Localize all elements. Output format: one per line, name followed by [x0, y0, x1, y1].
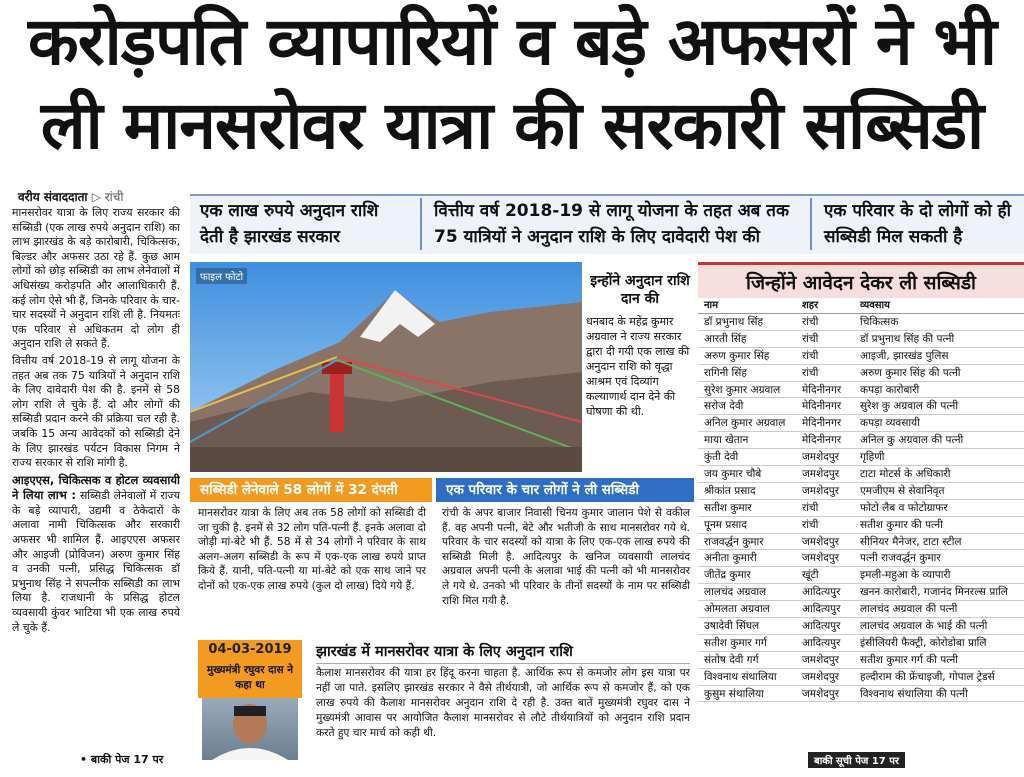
cm-portrait [202, 698, 298, 760]
cell-city: मेदिनीनगर [802, 400, 842, 413]
cell-city: जमशेदपुर [802, 468, 840, 481]
table-body [698, 314, 1024, 702]
cell-occupation: इंसीलियरी फैक्ट्री, कोरोडोबा प्रालि [860, 636, 987, 649]
cell-name: आरती सिंह [704, 332, 747, 345]
cell-occupation: आइजी, झारखंड पुलिस [860, 349, 949, 362]
left-para-2: वित्तीय वर्ष 2018-19 से लागू योजना के तहत अब तक 75 यात्रियों ने अनुदान राशि के लिए दावेदारी पेश की है. इनमें से 58 लोग राशि ले चुके हैं. दो और लोगों की सब्सिडी प्रदान करने की प्रक्रिया चल रही है. जबकि 15 अन्य आवेदकों को सब्सिडी देने के लिए झारखंड पर्यटन विकास निगम ने राज्य सरकार से राशि मांगी है. [12, 353, 180, 470]
table-row [698, 331, 1024, 348]
cell-occupation: सुरेश कु अग्रवाल की पत्नी [860, 400, 959, 413]
table-row [698, 432, 1024, 449]
cell-occupation: सीनियर मैनेजर, टाटा स्टील [860, 535, 962, 548]
cell-city: जमशेदपुर [802, 687, 840, 700]
cell-name: अनिल कुमार अग्रवाल [704, 417, 786, 430]
table-row [698, 618, 1024, 635]
cell-occupation: हल्दीराम की फ्रेंचाइजी, गोपाल ट्रेडर्स [860, 670, 995, 683]
table-row [698, 398, 1024, 415]
header-occupation: व्यवसाय [860, 300, 890, 311]
cell-name: जय कुमार चौबे [704, 468, 762, 481]
cell-city: रांची [802, 501, 819, 514]
cell-name: पूनम प्रसाद [704, 518, 747, 531]
cm-text: कैलाश मानसरोवर की यात्रा हर हिंदू करना चाहता है. आर्थिक रूप से कमजोर लोग इस यात्रा पर नहीं जा पाते. इसलिए झारखंड सरकार ने वैसे तीर्थयात्री, जो आर्थिक रूप से कमजोर हैं, को एक लाख रुपये की कैलाश मानसरोवर अनुदान राशि दे रही है. उक्त बातें मुख्यमंत्री रघुवर दास ने मुख्यमंत्री आवास पर आयोजित कैलाश मानसरोवर से लौटे तीर्थयात्रियों को अनुदान राशि प्रदान करते हुए चार मार्च को कही थी. [316, 667, 690, 739]
table-row [698, 550, 1024, 567]
table-row [698, 584, 1024, 601]
header-city: शहर [802, 300, 819, 311]
cm-title: झारखंड में मानसरोवर यात्रा के लिए अनुदान राशि [316, 640, 690, 664]
cell-occupation: विश्वनाथ संथालिया की पत्नी [860, 687, 968, 700]
highlight-2: वित्तीय वर्ष 2018-19 से लागू योजना के तहत अब तक 75 यात्रियों ने अनुदान राशि के लिए दावेदारी पेश की [434, 201, 790, 247]
table-row [698, 500, 1024, 517]
mountain-image [190, 262, 582, 472]
cell-occupation: सतीश कुमार गर्ग की पत्नी [860, 653, 958, 666]
highlight-1: एक लाख रुपये अनुदान राशि देती है झारखंड सरकार [200, 201, 379, 247]
byline-separator: ▷ [91, 190, 105, 204]
table-title: जिन्होंने आवेदन देकर ली सब्सिडी [698, 262, 1024, 298]
table-header [698, 298, 1024, 314]
table-row [698, 635, 1024, 652]
cell-occupation: डॉ प्रभुनाथ सिंह की पत्नी [860, 332, 955, 345]
byline-place: रांची [104, 190, 124, 204]
cell-occupation: चिकित्सक [860, 316, 899, 328]
table-row [698, 348, 1024, 365]
cell-city: आदित्यपुर [802, 603, 841, 616]
cell-occupation: लालचंद अग्रवाल के भाई की पत्नी [860, 620, 988, 633]
cell-name: अरुण कुमार सिंह [704, 349, 770, 362]
table-row [698, 601, 1024, 618]
table-row [698, 517, 1024, 534]
cell-city: जमशेदपुर [802, 552, 840, 565]
section2-text: रांची के अपर बाजार निवासी चिनय कुमार जालान पेशे से वकील हैं. वह अपनी पत्नी, बेटे और भतीजी के साथ मानसरोवर गये थे. परिवार के चार सदस्यों को यात्रा के लिए एक-एक लाख रुपये की सब्सिडी मिली है. आदित्यपुर के खनिज व्यवसायी लालचंद अग्रवाल अपनी पत्नी के अलावा भाई की पत्नी को भी मानसरोवर ले गये थे. उनको भी परिवार के तीनों सदस्यों के नाम पर सब्सिडी राशि मिल गयी है. [442, 507, 690, 607]
headline [0, 0, 1024, 180]
cell-occupation: कपड़ा कारोबारी [860, 383, 920, 396]
cell-name: श्रीकांत प्रसाद [704, 484, 756, 497]
cell-name: सुरेश कुमार अग्रवाल [704, 383, 781, 396]
table-continued[interactable]: बाकी सूची पेज 17 पर [808, 752, 905, 768]
table-row [698, 483, 1024, 500]
cell-city: खूंटी [802, 569, 819, 582]
highlight-3: एक परिवार के दो लोगों को ही सब्सिडी मिल सकती है [824, 201, 1012, 247]
cell-city: रांची [802, 332, 819, 345]
section1-text: मानसरोवर यात्रा के लिए अब तक 58 लोगों को सब्सिडी दी जा चुकी है. इनमें से 32 लोग पति-पत्नी हैं. इनके अलावा दो जोड़ी मां-बेटे भी हैं. 58 में से 34 लोगों ने परिवार के साथ अलग-अलग सब्सिडी के रूप में एक-एक लाख रुपये प्राप्त किये हैं. यानी, पति-पत्नी या मां-बेटे को एक साथ जाने पर दोनों को एक-एक लाख रुपये (कुल दो लाख) दिये गये हैं. [198, 507, 426, 592]
left-column [12, 206, 180, 754]
cell-city: आदित्यपुर [802, 636, 841, 649]
cell-occupation: कपड़ा व्यवसायी [860, 417, 920, 430]
table-row [698, 466, 1024, 483]
cell-occupation: गृहिणी [860, 451, 885, 464]
cell-city: आदित्यपुर [802, 586, 841, 599]
cell-city: जमशेदपुर [802, 451, 840, 464]
cell-city: मेदिनीनगर [802, 417, 842, 430]
table-row [698, 415, 1024, 432]
cell-occupation: टाटा मोटर्स के अधिकारी [860, 468, 951, 481]
cell-name: रागिनी सिंह [704, 366, 747, 379]
cell-name: सतीश कुमार [704, 501, 752, 514]
cm-date: 04-03-2019 [198, 640, 302, 660]
photo-label: फाइल फोटो [196, 268, 247, 284]
continued-text: बाकी पेज 17 पर [90, 753, 164, 766]
cell-city: जमशेदपुर [802, 653, 840, 666]
cell-occupation: अरुण कुमार सिंह की पत्नी [860, 366, 961, 379]
section2-title: एक परिवार के चार लोगों ने ली सब्सिडी [436, 478, 694, 502]
donor-text: धनबाद के महेंद्र कुमार अग्रवाल ने राज्य सरकार द्वारा दी गयी एक लाख की अनुदान राशि को वृद्धा आश्रम एवं दिव्यांग कल्याणार्थ दान देने की घोषणा की थी. [586, 315, 690, 418]
left-para-1: मानसरोवर यात्रा के लिए राज्य सरकार की सब्सिडी (एक लाख रुपये अनुदान राशि) का लाभ झारखंड के बड़े कारोबारी, चिकित्सक, बिल्डर और अफसर उठा रहे हैं. कुछ आम लोगों को छोड़ सब्सिडी का लाभ लेनेवालों में अधिसंख्य करोड़पति और आलाधिकारी हैं. कई लोग ऐसे भी हैं, जिनके परिवार के चार-चार सदस्यों ने अनुदान राशि ली है. नियमतः एक परिवार से अधिकतम दो लोग ही अनुदान राशि ले सकते हैं. [12, 206, 180, 351]
donor-box [586, 272, 694, 419]
cell-occupation: फोटो लैब व फोटोग्राफर [860, 501, 948, 514]
cell-name: सतीश कुमार गर्ग [704, 636, 767, 649]
left-subhead: आइएएस, चिकित्सक व होटल व्यवसायी ने लिया लाभ : [12, 472, 180, 503]
table-row [698, 567, 1024, 584]
headline-line2: ली मानसरोवर यात्रा की सरकारी सब्सिडी [40, 87, 984, 164]
cell-city: मेदिनीनगर [802, 434, 842, 447]
cell-city: रांची [802, 518, 819, 531]
cell-city: रांची [802, 316, 819, 328]
cell-name: डॉ प्रभुनाथ सिंह [704, 316, 764, 328]
cell-city: मेदिनीनगर [802, 383, 842, 396]
cell-name: अनीता कुमारी [704, 552, 757, 565]
donor-title: इन्होंने अनुदान राशि दान की [590, 273, 690, 307]
cm-label: मुख्यमंत्री रघुवर दास ने कहा था [198, 660, 302, 698]
byline-author: वरीय संवाददाता [18, 190, 88, 204]
headline-line1: करोड़पति व्यापारियों व बड़े अफसरों ने भी [28, 3, 996, 80]
table-row [698, 686, 1024, 703]
cell-occupation: खनन कारोबारी, गजानंद मिनरल्स प्रालि [860, 586, 1008, 599]
cell-city: रांची [802, 366, 819, 379]
cell-city: जमशेदपुर [802, 670, 840, 683]
continued-note[interactable]: • बाकी पेज 17 पर [80, 753, 164, 766]
kailash-photo [190, 262, 582, 472]
table-row [698, 652, 1024, 669]
byline [18, 188, 124, 205]
cell-name: माया खेतान [704, 434, 749, 447]
cell-name: कुंती देवी [704, 451, 739, 464]
left-subsection [12, 473, 180, 636]
cell-city: रांची [802, 349, 819, 362]
table-row [698, 534, 1024, 551]
cell-name: लालचंद अग्रवाल [704, 586, 767, 599]
cell-occupation: अनिल कु अग्रवाल की पत्नी [860, 434, 964, 447]
cell-city: आदित्यपुर [802, 620, 841, 633]
highlight-divider [420, 198, 422, 250]
cell-name: संतोष देवी गर्ग [704, 653, 759, 666]
cell-name: सरोज देवी [704, 400, 744, 413]
table-row [698, 449, 1024, 466]
cell-name: उषादेवी सिंघल [704, 620, 760, 633]
cell-name: ओमलता अग्रवाल [704, 603, 770, 616]
table-row [698, 669, 1024, 686]
cell-city: जमशेदपुर [802, 535, 840, 548]
cell-occupation: लालचंद अग्रवाल की पत्नी [860, 603, 958, 616]
table-row [698, 382, 1024, 399]
highlight-divider [810, 198, 812, 250]
subsidy-table [698, 262, 1024, 762]
cell-name: जीतेंद्र कुमार [704, 569, 751, 582]
cell-occupation: एमजीएम से सेवानिवृत [860, 484, 945, 497]
cell-name: विश्वनाथ संथालिया [704, 670, 777, 683]
portrait-image [202, 698, 298, 760]
cell-city: जमशेदपुर [802, 484, 840, 497]
cell-occupation: सतीश कुमार की पत्नी [860, 518, 943, 531]
cell-occupation: इमली-महुआ के व्यापारी [860, 569, 951, 582]
section1-title: सब्सिडी लेनेवाले 58 लोगों में 32 दंपती [190, 478, 432, 502]
cell-name: कुसुम संथालिया [704, 687, 764, 700]
left-subtext: सब्सिडी लेनेवालों में राज्य के बड़े व्यापारी, उद्यमी व ठेकेदारों के अलावा नामी चिकित्सक और सरकारी अफसर भी शामिल हैं. आइएएस अफसर और आइजी (प्रोविजन) अरुण कुमार सिंह व उनकी पत्नी, प्रसिद्ध चिकित्सक डॉ प्रभुनाथ सिंह ने सपत्नीक सब्सिडी का लाभ लिया है. राजधानी के प्रसिद्ध होटल व्यवसायी कुंवर भाटिया भी एक लाख रुपये ले चुके हैं. [12, 489, 180, 634]
header-name: नाम [704, 300, 719, 311]
cell-occupation: पत्नी राजवर्द्धन कुमार [860, 552, 941, 565]
cell-name: राजवर्द्धन कुमार [704, 535, 764, 548]
table-row [698, 314, 1024, 331]
table-row [698, 365, 1024, 382]
